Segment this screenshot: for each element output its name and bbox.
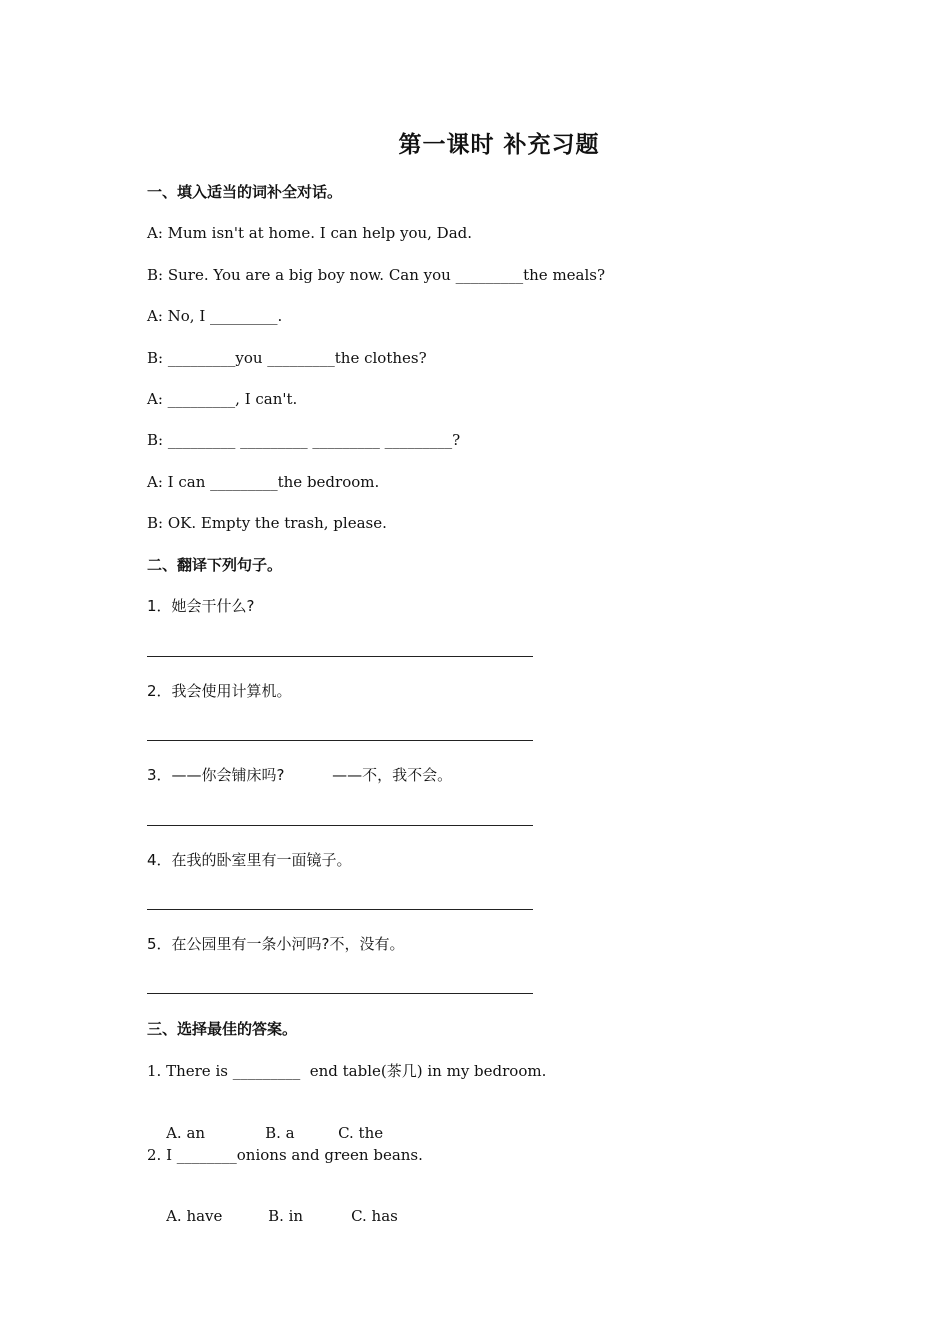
question-stem: 2. I ________onions and green beans. (147, 1146, 423, 1164)
option-b: B. in (268, 1207, 304, 1225)
translation-item: 2．我会使用计算机。 (147, 682, 292, 700)
dialogue-line: B: _________ _________ _________ _________? (147, 431, 461, 449)
dialogue-line: A: I can _________the bedroom. (147, 473, 380, 491)
translation-item: 3．——你会铺床吗? ——不，我不会。 (147, 766, 453, 784)
answer-line (147, 825, 533, 826)
option-c: C. the (338, 1124, 384, 1142)
dialogue-line: A: Mum isn't at home. I can help you, Dad. (147, 224, 473, 242)
section-3-heading: 三、选择最佳的答案。 (147, 1020, 298, 1038)
dialogue-line: B: _________you _________the clothes? (147, 349, 427, 367)
answer-line (147, 740, 533, 741)
translation-item: 4．在我的卧室里有一面镜子。 (147, 851, 352, 869)
translation-item: 5．在公园里有一条小河吗?不，没有。 (147, 935, 405, 953)
answer-line (147, 993, 533, 994)
answer-line (147, 909, 533, 910)
option-a: A. an (166, 1124, 206, 1142)
answer-options (147, 1186, 398, 1246)
dialogue-line: A: _________, I can't. (147, 390, 298, 408)
dialogue-line: B: Sure. You are a big boy now. Can you _________the meals? (147, 266, 606, 284)
question-stem: 1. There is _________ end table(茶几) in my bedroom. (147, 1062, 547, 1080)
option-c: C. has (351, 1207, 398, 1225)
dialogue-line: A: No, I _________. (147, 307, 283, 325)
translation-item: 1．她会干什么? (147, 597, 255, 615)
option-a: A. have (166, 1207, 223, 1225)
answer-line (147, 656, 533, 657)
dialogue-line: B: OK. Empty the trash, please. (147, 514, 387, 532)
section-2-heading: 二、翻译下列句子。 (147, 556, 283, 574)
section-1-heading: 一、填入适当的词补全对话。 (147, 183, 343, 201)
page-title: 第一课时 补充习题 (398, 132, 600, 158)
option-b: B. a (265, 1124, 295, 1142)
